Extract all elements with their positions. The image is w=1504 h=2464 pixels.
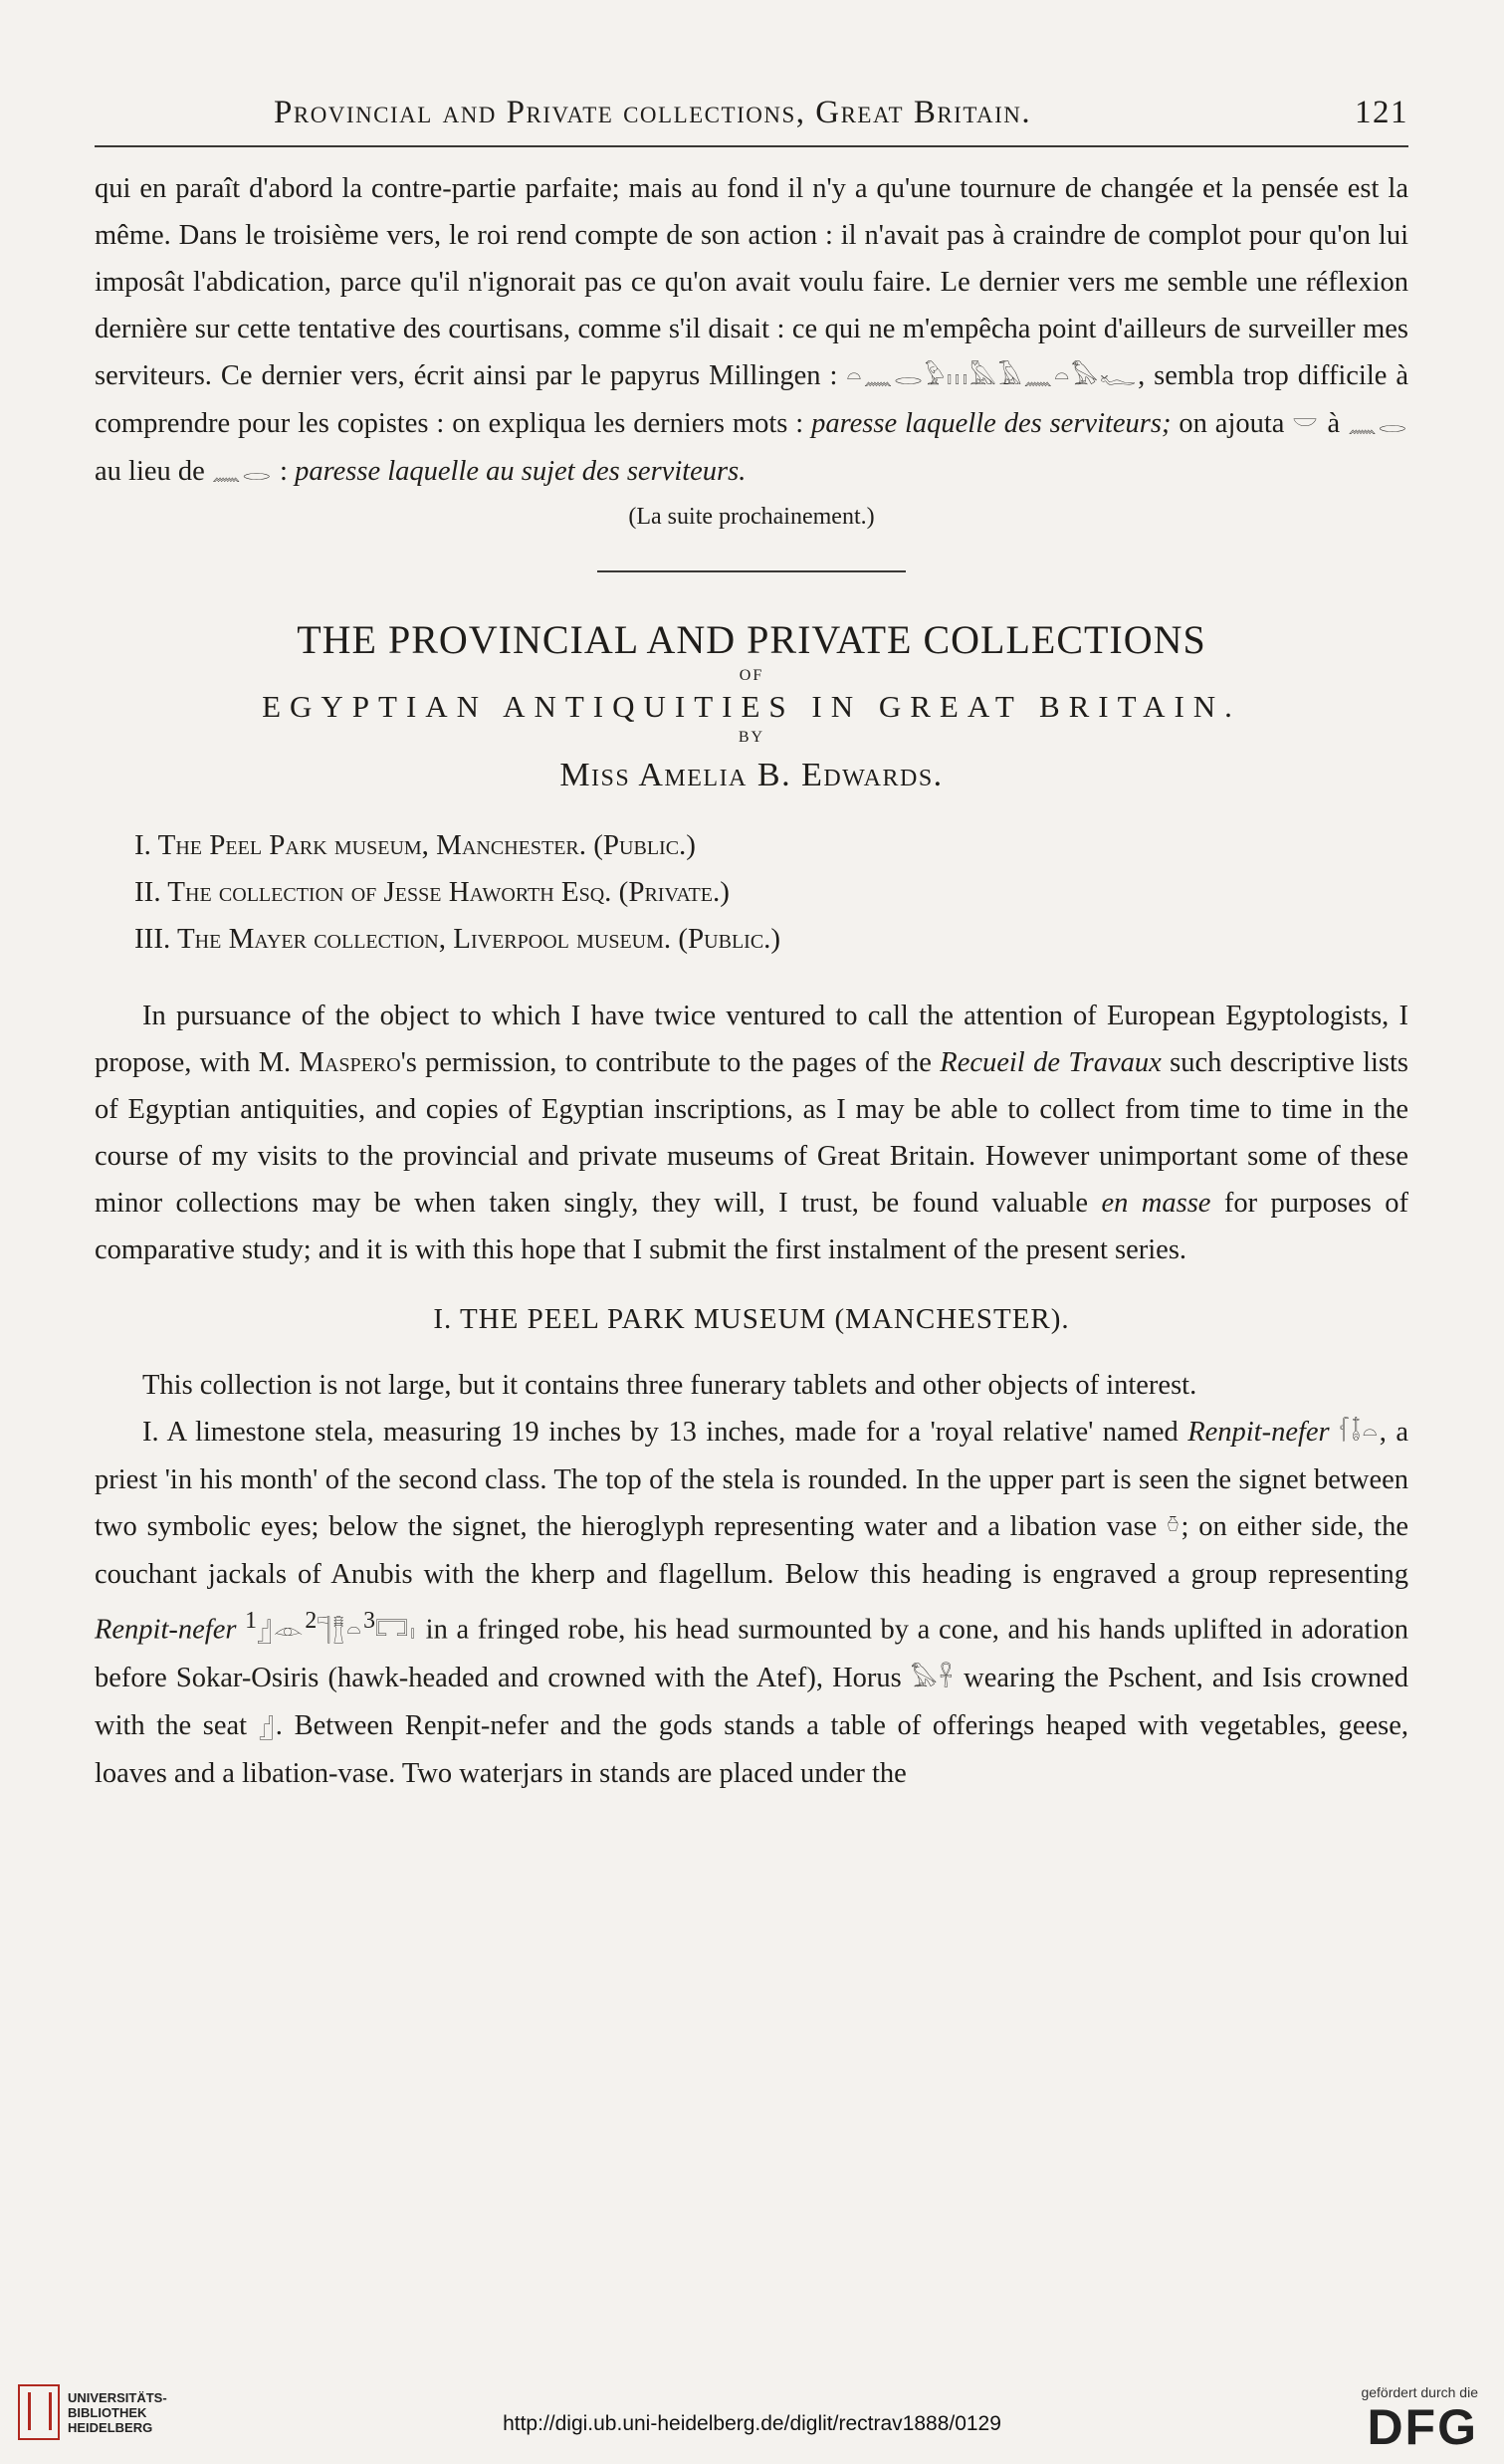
hieroglyph-icon: 𓈖𓂋: [211, 458, 273, 486]
body3-text-3: ; on either side, the couchant jackals of Anubis with the kherp and flagellum. Below this heading is engraved a group representing: [95, 1511, 1408, 1590]
body3-text-6: . Between Renpit-nefer and the gods stands a table of offerings heaped with vegetables, geese, loaves and a libation-vase. Two waterjars in stands are placed under the: [95, 1709, 1408, 1789]
intro-text-4: à: [1327, 408, 1341, 439]
hieroglyph-group-icon: 𓏏𓈖𓂋𓅱𓏥𓅓𓄿𓈖𓏏𓅃𓆑: [846, 362, 1139, 390]
intro-paragraph: [95, 165, 1408, 496]
table-of-contents: [134, 822, 1408, 963]
body1-text-4: for purposes of comparative study; and it is with this hope that I submit the first instalment of the present series.: [95, 1188, 1408, 1265]
body3-text-2: , a priest 'in his month' of the second class. The top of the stela is rounded. In the upper part is seen the signet between two symbolic eyes; below the signet, the hieroglyph representing water and a libation vase: [95, 1417, 1408, 1542]
hieroglyph-icon: 𓊹𓊽𓏏: [317, 1616, 364, 1645]
en-masse: en masse: [1101, 1188, 1211, 1219]
source-url[interactable]: http://digi.ub.uni-heidelberg.de/diglit/rectrav1888/0129: [503, 2412, 1001, 2435]
note-number: 2: [305, 1608, 318, 1634]
hieroglyph-icon: 𓎟: [1292, 410, 1320, 438]
toc-item: I. The Peel Park museum, Manchester. (Public.): [134, 829, 696, 861]
intro-text-1: qui en paraît d'abord la contre-partie parfaite; mais au fond il n'y a qu'une tournure de changée et la pensée est la même. Dans le troisième vers, le roi rend compte de son action : il n'avait pas à craindre de complot pour qu'on lui imposât l'abdication, parce qu'il n'ignorait pas ce qu'on avait voulu faire. Le dernier vers me semble une réflexion dernière sur cette tentative des courtisans, comme s'il disait : ce qui ne m'empêcha point d'ailleurs de surveiller mes serviteurs. Ce dernier vers, écrit ainsi par le papyrus Millingen :: [95, 173, 1408, 391]
section-heading: I. THE PEEL PARK MUSEUM (MANCHESTER).: [433, 1303, 1070, 1335]
page-number: 121: [1355, 95, 1408, 130]
recueil-title: Recueil de Travaux: [940, 1047, 1162, 1078]
suite-note: (La suite prochainement.): [628, 504, 875, 530]
running-title: Provincial and Private collections, Great Britain.: [274, 95, 1032, 130]
intro-italic-2: paresse laquelle au sujet des serviteurs.: [295, 456, 747, 487]
horus-hieroglyph-icon: 𓅃𓋹: [910, 1664, 956, 1692]
footer: [0, 2384, 1504, 2464]
maspero-name: Maspero: [299, 1047, 401, 1078]
dfg-logo-icon: DFG: [1367, 2399, 1478, 2455]
hieroglyph-icon: 𓊨𓁹: [256, 1616, 306, 1645]
body1-text-3: such descriptive lists of Egyptian antiquities, and copies of Egyptian inscriptions, as I may be able to collect from time to time in the course of my visits to the provincial and private museums of Great Britain. However unimportant some of these minor collections may be when taken singly, they will, I trust, be found valuable: [95, 1047, 1409, 1219]
divider: [597, 570, 906, 572]
hieroglyph-icon: 𓉐𓏤: [374, 1616, 418, 1645]
seat-hieroglyph-icon: 𓊨: [258, 1711, 276, 1740]
library-line: BIBLIOTHEK: [68, 2404, 147, 2420]
renpit-nefer-name: Renpit-nefer: [95, 1614, 237, 1646]
body-paragraph-1: [95, 993, 1408, 1273]
body1-text-1: In pursuance of the object to which I have twice ventured to call the attention of European Egyptologists, I propose, with M.: [95, 1001, 1408, 1078]
library-line: UNIVERSITÄTS-: [68, 2389, 167, 2405]
intro-text-5: au lieu de: [95, 456, 205, 487]
hieroglyph-icon: 𓈖𓂋: [1348, 410, 1409, 438]
article-author: Miss Amelia B. Edwards.: [559, 757, 944, 793]
hieroglyph-icon: 𓆳𓄤𓏏: [1339, 1419, 1380, 1447]
note-number: 1: [245, 1608, 257, 1634]
running-head: [95, 95, 1408, 147]
article-by: BY: [738, 729, 765, 746]
dfg-badge: [1361, 2384, 1478, 2454]
toc-item: II. The collection of Jesse Haworth Esq. (Private.): [134, 876, 730, 908]
intro-italic-1: paresse laquelle des serviteurs;: [811, 408, 1172, 439]
body3-text-4: in a fringed robe, his head surmounted by a cone, and his hands uplifted in adoration before Sokar-Osiris (hawk-headed and crowned with the Atef), Horus: [95, 1614, 1408, 1693]
funded-by: gefördert durch die: [1361, 2384, 1478, 2400]
body1-text-2: 's permission, to contribute to the pages of the: [400, 1047, 941, 1078]
libation-vase-icon: 𓏊: [1167, 1513, 1182, 1541]
renpit-nefer-name: Renpit-nefer: [1187, 1417, 1330, 1448]
article-of: OF: [739, 667, 764, 684]
article-title: THE PROVINCIAL AND PRIVATE COLLECTIONS: [297, 617, 1206, 662]
body3-text-5: wearing the Pschent, and Isis crowned with the seat: [95, 1662, 1408, 1741]
body-paragraph-2: This collection is not large, but it contains three funerary tablets and other objects of interest.: [142, 1370, 1197, 1401]
library-line: HEIDELBERG: [68, 2419, 153, 2435]
page: [95, 95, 1408, 1797]
body3-text-1: I. A limestone stela, measuring 19 inches by 13 inches, made for a 'royal relative' named: [142, 1417, 1188, 1448]
note-number: 3: [363, 1608, 375, 1634]
article-subtitle: EGYPTIAN ANTIQUITIES IN GREAT BRITAIN.: [262, 689, 1241, 724]
body-paragraph-3: [95, 1409, 1408, 1797]
intro-text-2: , sembla trop difficile à comprendre pour les copistes : on expliqua les derniers mots :: [95, 360, 1409, 439]
intro-text-6: :: [280, 456, 288, 487]
intro-text-3: on ajouta: [1179, 408, 1285, 439]
toc-item: III. The Mayer collection, Liverpool museum. (Public.): [134, 923, 781, 955]
